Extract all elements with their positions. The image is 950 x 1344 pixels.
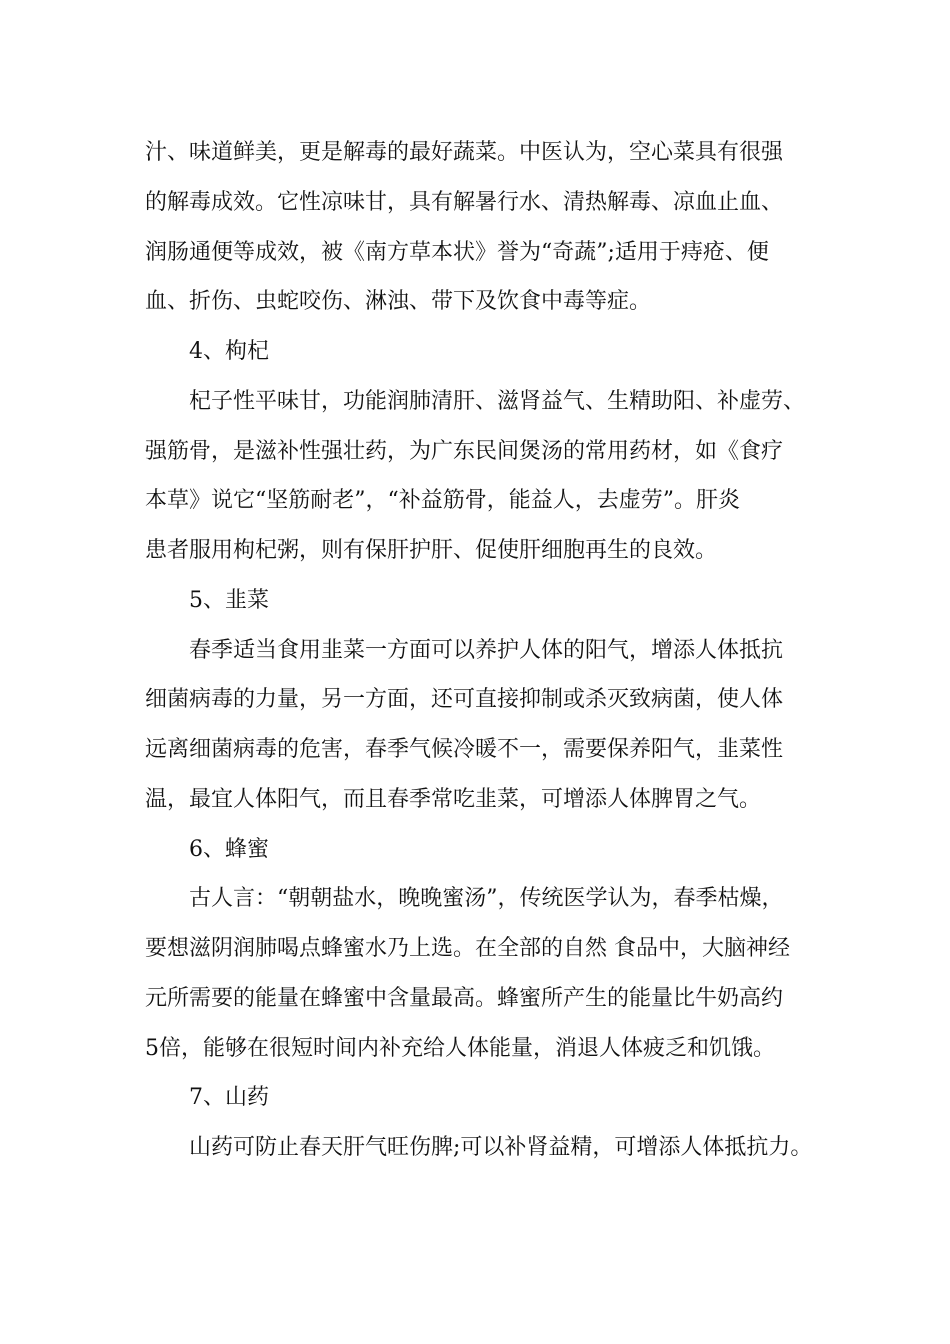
paragraph-line: 古人言：“朝朝盐水，晚晚蜜汤”，传统医学认为，春季枯燥， bbox=[189, 886, 784, 912]
paragraph-line: 要想滋阴润肺喝点蜂蜜水乃上选。在全部的自然 食品中，大脑神经 bbox=[145, 936, 790, 961]
paragraph-line: 汁、味道鲜美，更是解毒的最好蔬菜。中医认为，空心菜具有很强 bbox=[145, 140, 784, 165]
paragraph-line: 元所需要的能量在蜂蜜中含量最高。蜂蜜所产生的能量比牛奶高约 bbox=[145, 985, 784, 1011]
paragraph-line: 远离细菌病毒的危害，春季气候冷暖不一，需要保养阳气，韭菜性 bbox=[145, 737, 784, 762]
paragraph-line: 5倍，能够在很短时间内补充给人体能量，消退人体疲乏和饥饿。 bbox=[145, 1035, 775, 1061]
paragraph-line: 本草》说它“坚筋耐老”，“补益筋骨，能益人，去虚劳”。肝炎 bbox=[145, 488, 740, 514]
paragraph-line: 山药可防止春天肝气旺伤脾;可以补肾益精，可增添人体抵抗力。 bbox=[189, 1135, 813, 1160]
paragraph-line: 润肠通便等成效，被《南方草本状》誉为“奇蔬”;适用于痔疮、便 bbox=[145, 239, 769, 265]
section-heading-honey: 6、蜂蜜 bbox=[189, 836, 269, 862]
section-heading-chives: 5、韭菜 bbox=[189, 587, 269, 613]
document-body bbox=[145, 128, 825, 1173]
paragraph-line: 细菌病毒的力量，另一方面，还可直接抑制或杀灭致病菌，使人体 bbox=[145, 687, 784, 713]
paragraph-line: 强筋骨，是滋补性强壮药，为广东民间煲汤的常用药材，如《食疗 bbox=[145, 438, 784, 464]
paragraph-line: 温，最宜人体阳气，而且春季常吃韭菜，可增添人体脾胃之气。 bbox=[145, 786, 762, 812]
paragraph-line: 杞子性平味甘，功能润肺清肝、滋肾益气、生精助阳、补虚劳、 bbox=[189, 388, 806, 414]
paragraph-line: 的解毒成效。它性凉味甘，具有解暑行水、清热解毒、凉血止血、 bbox=[145, 189, 784, 215]
section-heading-goji: 4、枸杞 bbox=[189, 339, 269, 364]
section-heading-yam: 7、山药 bbox=[189, 1085, 269, 1111]
paragraph-line: 春季适当食用韭菜一方面可以养护人体的阳气，增添人体抵抗 bbox=[189, 637, 784, 663]
paragraph-line: 患者服用枸杞粥，则有保肝护肝、促使肝细胞再生的良效。 bbox=[145, 538, 718, 563]
paragraph-line: 血、折伤、虫蛇咬伤、淋浊、带下及饮食中毒等症。 bbox=[145, 289, 652, 315]
